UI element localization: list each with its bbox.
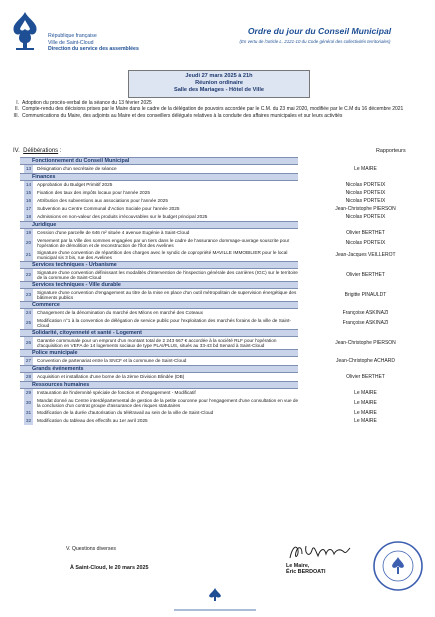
agenda-row [24, 269, 430, 281]
agenda-rapporteur: Le MAIRE [354, 166, 377, 172]
agenda-rapporteur: Olivier BERTHET [346, 230, 385, 236]
agenda-row [24, 213, 430, 221]
ville-logo-icon [6, 8, 44, 52]
agenda-number: 18 [25, 214, 32, 220]
section-header: Commerce [20, 301, 298, 309]
agenda-text: Fixation des taux des impôts locaux pour l'année 2025 [37, 190, 150, 196]
agenda-number: 13 [25, 166, 32, 172]
agenda-text: Admissions en non-valeur des produits irrécouvrables sur le budget principal 2025 [37, 214, 208, 220]
agenda-rapporteur: Le MAIRE [354, 418, 377, 424]
agenda-row [24, 197, 430, 205]
agenda-rapporteur: Le MAIRE [354, 410, 377, 416]
preliminary-number: I. [16, 100, 19, 106]
preliminary-item [12, 114, 432, 120]
agenda-text: Attribution des subventions aux associations pour l'année 2025 [37, 198, 168, 204]
agenda-number: 17 [25, 206, 32, 212]
page-title: Ordre du jour du Conseil Municipal [247, 26, 392, 36]
preliminary-text: Adoption du procès-verbal de la séance du 13 février 2025 [22, 100, 152, 106]
preliminary-number: III. [13, 112, 19, 119]
signature-icon [286, 540, 354, 564]
deliberations-num: IV. [13, 148, 20, 154]
seance-box [128, 70, 310, 98]
agenda-row [24, 229, 430, 237]
section-header: Services techniques - Urbanisme [20, 261, 298, 269]
signer-block [286, 563, 325, 575]
deliberations-suffix: : [58, 148, 62, 154]
agenda-number: 29 [25, 390, 32, 396]
agenda-row [24, 397, 430, 409]
agenda-rapporteur: Olivier BERTHET [346, 374, 385, 380]
section-header: Solidarité, citoyenneté et santé - Logement [20, 329, 298, 337]
agenda-number: 24 [25, 310, 32, 316]
signer-role: Le Maire, [286, 563, 310, 569]
agenda-row [24, 417, 430, 425]
agenda-row [24, 249, 430, 261]
agenda-text: Mandat donné au Centre interdépartemental de gestion de la petite couronne pour l'engagement d'une consultation en vue de la conclusion d'un contrat groupe d'assurance des risques statutaires [37, 397, 299, 408]
signer-name: Éric BERDOATI [286, 569, 326, 576]
agenda-row [24, 205, 430, 213]
agenda-text: Changement de la dénomination du marché des Milons en marché des Coteaux [37, 310, 203, 316]
agenda-rapporteur: Brigitte PINAULDT [344, 292, 387, 298]
section-header: Services techniques - Ville durable [20, 281, 298, 289]
agenda-number: 25 [24, 317, 33, 329]
agenda-text: Subvention au Centre Communal d'Action Sociale pour l'année 2025 [37, 206, 180, 212]
deliberations-label: Délibérations [23, 148, 59, 154]
agenda-text: Signature d'une convention d'engagement au titre de la mise en place d'un outil métropolitain de supervision énergétique des bâtiments publics [37, 289, 297, 300]
republic-label: République française [48, 33, 97, 39]
section-header: Grands événements [20, 365, 298, 373]
agenda-text: Désignation d'un secrétaire de séance [37, 166, 117, 172]
seance-lieu: Salle des Mariages - Hôtel de Ville [173, 87, 265, 94]
agenda-text: Modification n°1 à la convention de délégation de service public pour l'exploitation des marchés forains de la ville de Saint-Cloud [37, 317, 291, 328]
questions-diverses: V. Questions diverses [66, 546, 116, 552]
agenda-number: 32 [25, 418, 32, 424]
agenda-rapporteur: Françoise ASKINAZI [342, 320, 389, 326]
section-header: Police municipale [20, 349, 298, 357]
rapporteurs-heading: Rapporteurs [376, 148, 406, 154]
deliberations-heading [13, 148, 62, 154]
agenda-number: 31 [25, 410, 32, 416]
seance-date: Jeudi 27 mars 2025 à 21h [185, 73, 253, 79]
city-label: Ville de Saint-Cloud [48, 39, 94, 46]
section-header: Ressources humaines [20, 381, 298, 389]
section-header: Juridique [20, 221, 298, 229]
agenda-row [24, 357, 430, 365]
agenda-number: 27 [25, 358, 32, 364]
agenda-rapporteur: Françoise ASKINAZI [342, 310, 389, 316]
place-date: À Saint-Cloud, le 20 mars 2025 [70, 565, 149, 571]
section-header: Fonctionnement du Conseil Municipal [20, 157, 298, 165]
agenda-rapporteur: Olivier BERTHET [346, 272, 385, 278]
agenda-row [24, 317, 430, 329]
agenda-row [24, 337, 430, 349]
agenda-rapporteur: Le MAIRE [354, 400, 377, 406]
agenda-text: Modification du tableau des effectifs au 1er avril 2025 [37, 418, 148, 424]
agenda-row [24, 165, 430, 173]
footer-logo-icon [170, 586, 260, 614]
deliberations-table [24, 157, 430, 425]
agenda-rapporteur: Nicolas PORTEIX [345, 240, 386, 246]
direction-label: Direction du service des assemblées [48, 46, 139, 53]
agenda-number: 26 [24, 337, 33, 349]
agenda-rapporteur: Nicolas PORTEIX [345, 198, 386, 204]
agenda-text: Acquisition et installation d'une borne de la 2ème Division Blindée (DB) [37, 374, 185, 380]
agenda-number: 19 [25, 230, 32, 236]
agenda-number: 20 [24, 237, 33, 249]
agenda-row [24, 189, 430, 197]
agenda-number: 16 [25, 198, 32, 204]
section-header: Finances [20, 173, 298, 181]
agenda-number: 14 [25, 182, 32, 188]
agenda-row [24, 389, 430, 397]
agenda-number: 15 [25, 190, 32, 196]
preliminary-list [12, 101, 432, 120]
agenda-text: Cession d'une parcelle de 646 m² située 4 avenue Eugénie à Saint-Cloud [37, 230, 190, 236]
agenda-text: Signature d'une convention définissant les modalités d'intervention de l'inspection générale des carrières (IGC) sur le territoire de la commune de Saint-Cloud [37, 269, 298, 280]
agenda-number: 23 [24, 289, 33, 301]
agenda-rapporteur: Nicolas PORTEIX [345, 190, 386, 196]
agenda-number: 28 [25, 374, 32, 380]
agenda-number: 22 [24, 269, 33, 281]
agenda-row [24, 237, 430, 249]
preliminary-text: Compte-rendu des décisions prises par le Maire dans le cadre de la délégation de pouvoirs accordée par le C.M. du 23 mai 2020, modifiée par le C.M du 16 décembre 2021 [22, 106, 404, 113]
agenda-rapporteur: Le MAIRE [354, 390, 377, 396]
agenda-text: Versement par la Ville des sommes engagées par un tiers dans le cadre de l'assurance dommage-ouvrage souscrite pour l'opération de démolition et de reconstruction de l'îlot des Avelines [37, 237, 290, 248]
page-subtitle: (En vertu de l'article L. 2121-10 du Code général des collectivités territoriales) [239, 39, 391, 44]
agenda-text: Garantie communale pour un emprunt d'un montant total de 2 243 667 € accordée à la société RLF pour l'opération d'acquisition en VEFA de 14 logements sociaux de type PLAI/PLUS, situés au 33-43 bd Senard à Saint-Cloud [37, 337, 277, 348]
agenda-rapporteur: Nicolas PORTEIX [345, 182, 386, 188]
agenda-rapporteur: Jean-Jacques VEILLEROT [335, 252, 396, 258]
agenda-row [24, 181, 430, 189]
agenda-rapporteur: Nicolas PORTEIX [345, 214, 386, 220]
header-left [48, 33, 158, 53]
agenda-number: 30 [24, 397, 33, 409]
agenda-text: Convention de partenariat entre la SNCF et la commune de Saint-Cloud [37, 358, 187, 364]
agenda-rapporteur: Jean-Christophe PIERSON [335, 206, 396, 212]
agenda-row [24, 373, 430, 381]
agenda-rapporteur: Jean-Christophe PIERSON [335, 340, 396, 346]
agenda-row [24, 309, 430, 317]
agenda-text: Signature d'une convention de répartition des charges avec le syndic de copropriété MAVILLE IMMOBILIER pour le local municipal sis 3 bis, rue des Avelines [37, 249, 288, 260]
agenda-row [24, 289, 430, 301]
agenda-text: Approbation du Budget Primitif 2025 [37, 182, 113, 188]
agenda-text: Instauration de l'indemnité spéciale de fonction et d'engagement - Modificatif [37, 390, 196, 396]
agenda-text: Modification de la durée d'autorisation du télétravail au sein de la ville de Saint-Cloud [37, 410, 214, 416]
agenda-row [24, 409, 430, 417]
preliminary-text: Communications du Maire, des adjoints au Maire et des conseillers délégués relatives à la conduite des affaires municipales et sur leurs activités [22, 112, 343, 119]
seance-type: Réunion ordinaire [195, 80, 243, 87]
agenda-rapporteur: Jean-Christophe ACHARD [336, 358, 395, 364]
agenda-number: 21 [24, 249, 33, 261]
preliminary-number: II. [14, 106, 19, 113]
mairie-stamp-icon [372, 540, 424, 592]
